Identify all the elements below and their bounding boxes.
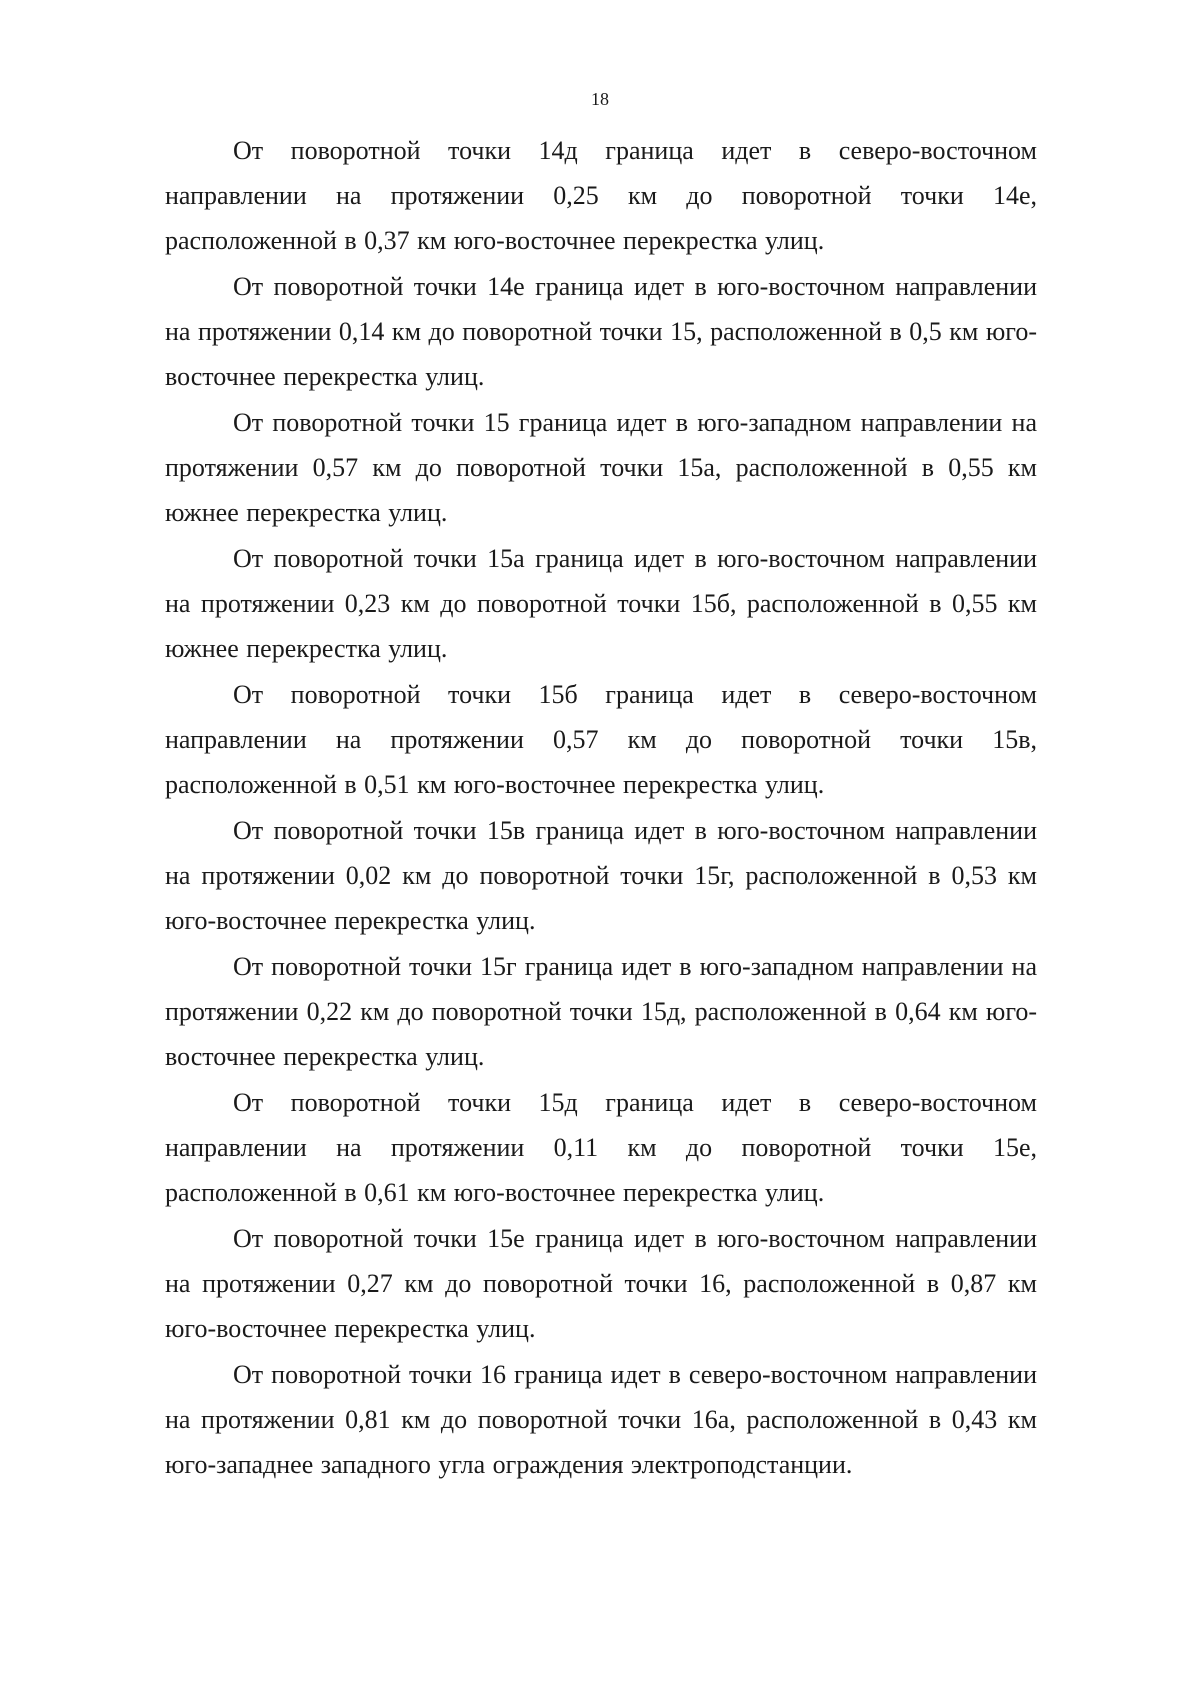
page-number: 18 bbox=[591, 89, 609, 109]
paragraph-15e: От поворотной точки 15е граница идет в юго-восточном направлении на протяжении 0,27 км до поворотной точки 16, расположенной в 0,87 км юго-восточнее перекрестка улиц. bbox=[165, 1224, 1037, 1343]
document-body bbox=[165, 128, 1037, 1488]
paragraph-16: От поворотной точки 16 граница идет в северо-восточном направлении на протяжении 0,81 км до поворотной точки 16а, расположенной в 0,43 км юго-западнее западного угла ограждения электроподстанции. bbox=[165, 1360, 1037, 1479]
paragraph-15b: От поворотной точки 15б граница идет в северо-восточном направлении на протяжении 0,57 км до поворотной точки 15в, расположенной в 0,51 км юго-восточнее перекрестка улиц. bbox=[165, 680, 1037, 799]
paragraph-14e: От поворотной точки 14е граница идет в юго-восточном направлении на протяжении 0,14 км до поворотной точки 15, расположенной в 0,5 км юго-восточнее перекрестка улиц. bbox=[165, 272, 1037, 391]
paragraph-15: От поворотной точки 15 граница идет в юго-западном направлении на протяжении 0,57 км до поворотной точки 15а, расположенной в 0,55 км южнее перекрестка улиц. bbox=[165, 408, 1037, 527]
paragraph-15d: От поворотной точки 15д граница идет в северо-восточном направлении на протяжении 0,11 км до поворотной точки 15е, расположенной в 0,61 км юго-восточнее перекрестка улиц. bbox=[165, 1088, 1037, 1207]
paragraph-15a: От поворотной точки 15а граница идет в юго-восточном направлении на протяжении 0,23 км до поворотной точки 15б, расположенной в 0,55 км южнее перекрестка улиц. bbox=[165, 544, 1037, 663]
paragraph-14d: От поворотной точки 14д граница идет в северо-восточном направлении на протяжении 0,25 км до поворотной точки 14е, расположенной в 0,37 км юго-восточнее перекрестка улиц. bbox=[165, 136, 1037, 255]
paragraph-15g: От поворотной точки 15г граница идет в юго-западном направлении на протяжении 0,22 км до поворотной точки 15д, расположенной в 0,64 км юго-восточнее перекрестка улиц. bbox=[165, 952, 1037, 1071]
paragraph-15v: От поворотной точки 15в граница идет в юго-восточном направлении на протяжении 0,02 км до поворотной точки 15г, расположенной в 0,53 км юго-восточнее перекрестка улиц. bbox=[165, 816, 1037, 935]
